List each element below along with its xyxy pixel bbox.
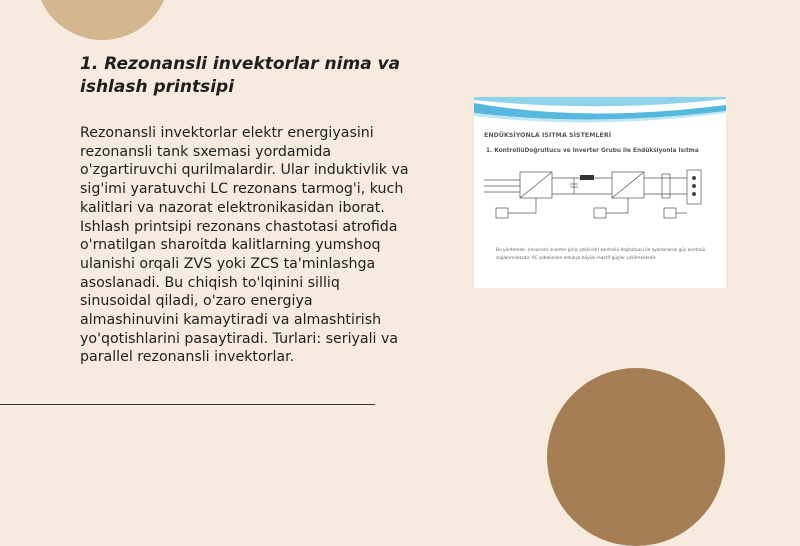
slide-heading: 1. Rezonansli invektorlar nima va ishlash printsipi [80,54,401,97]
decorative-circle-bottom [547,368,725,546]
circuit-diagram [482,166,718,244]
embedded-slide-image [474,97,726,288]
body-paragraph: Rezonansli invektorlar elektr energiyasini rezonansli tank sxemasi yordamida o'zgartiruvchi qurilmalardir. Ular induktivlik va sig'imi yaratuvchi LC rezonans tarmog'i, kuch kalitlari va nazorat elektronikasidan iborat. Ishlash printsipi rezonans chastotasi atrofida o'rnatilgan sharoitda kalitlarning yumshoq ulanishi orqali ZVS yoki ZCS ta'minlashga asoslanadi. Bu chiqish to'lqinini silliq sinusoidal qiladi, o'zaro energiya almashinuvini kamaytiradi va almashtirish yo'qotishlarini pasaytiradi. Turlari: seriyali va parallel rezonansli invektorlar. [80,125,409,366]
decorative-circle-top [35,0,170,40]
divider-line [0,404,375,405]
slide-title: ENDÜKSİYONLA ISITMA SİSTEMLERİ [484,132,612,139]
slide-subtitle: 1. KontrollüDoğrultucu ve Inverter Grubu ile Endüksiyonla Isıtma [486,148,699,154]
slide-header-wave [474,97,726,127]
slide-caption: Bu yöntemde, (resonant inverter girişi şeklinde) kontrollü doğrultucu ile ayarlanarak güç kontrolü sağlanmaktadır. AC şebekeden oldukça büyük reaktif güçler çekilmektedir. [496,248,706,261]
